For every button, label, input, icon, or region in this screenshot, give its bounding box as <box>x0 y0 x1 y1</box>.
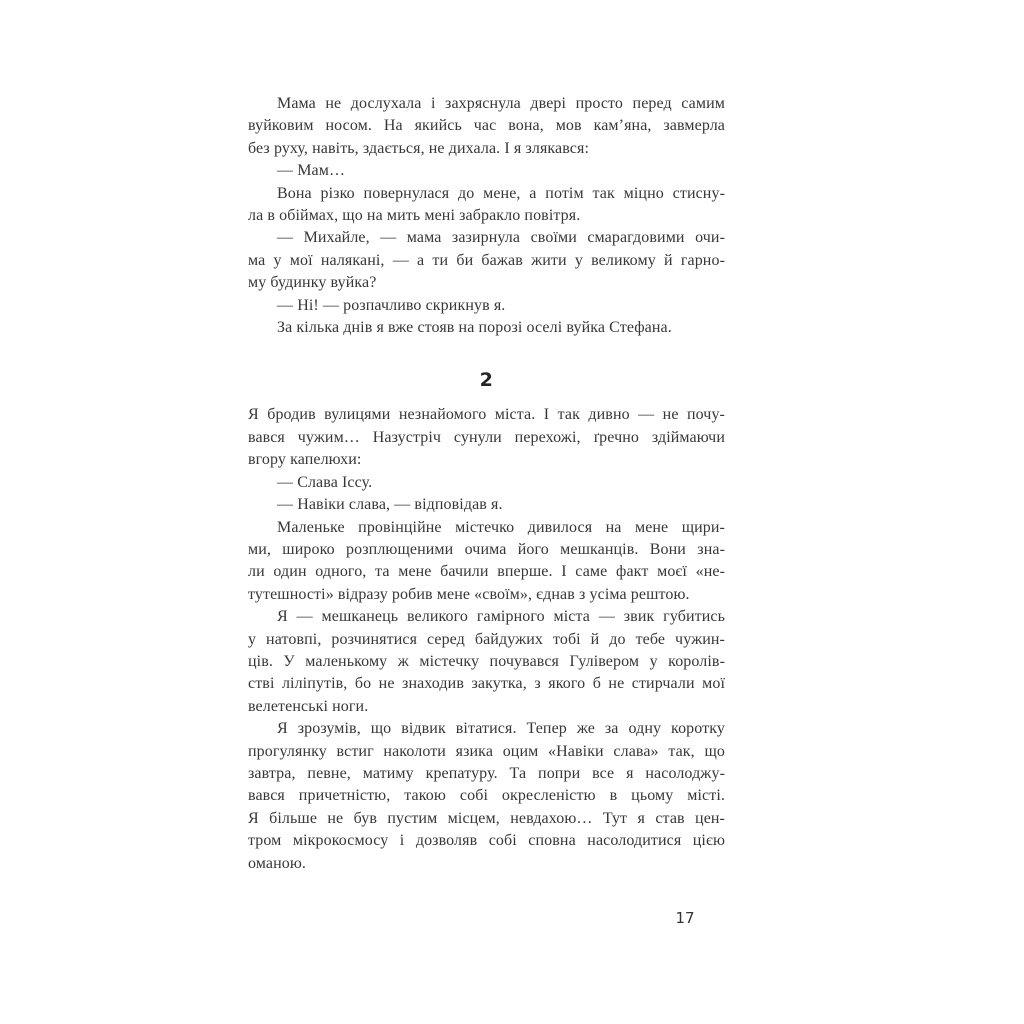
paragraph-block <box>248 183 725 228</box>
text-line: — Ні! — розпачливо скрикнув я. <box>277 296 506 314</box>
text-line: велетенські ноги. <box>248 697 369 715</box>
text-line: — Михайле, — мама зазирнула своїми смарагдовими очи- <box>277 229 725 247</box>
paragraph-block <box>248 517 725 607</box>
text-line: Я зрозумів, що відвик вітатися. Тепер же за одну коротку <box>277 720 725 738</box>
dialogue-block <box>248 227 725 294</box>
page-number: 17 <box>675 909 695 927</box>
dialogue-block <box>248 295 725 317</box>
text-line: оманою. <box>248 854 307 872</box>
dialogue-block <box>248 472 725 494</box>
page-text-column <box>248 93 725 875</box>
text-line: — Мам… <box>277 162 346 180</box>
text-line: вуйковим носом. На якийсь час вона, мов кам’яна, завмерла <box>248 117 725 135</box>
text-line: ла в обіймах, що на мить мені забракло повітря. <box>248 207 581 225</box>
text-line: у натовпі, розчинятися серед байдужих тобі й до тебе чужин- <box>248 630 725 648</box>
paragraph-block <box>248 317 725 339</box>
text-line: прогулянку встиг наколоти язика оцим «Навіки слава» так, що <box>248 742 725 760</box>
text-line: Маленьке провінційне містечко дивилося на мене щири- <box>277 518 725 536</box>
text-line: ма у мої налякані, — а ти би бажав жити у великому й гарно- <box>248 251 725 269</box>
dialogue-block <box>248 494 725 516</box>
text-line: му будинку вуйка? <box>248 274 377 292</box>
text-line: За кілька днів я вже стояв на порозі оселі вуйка Стефана. <box>277 319 672 337</box>
text-line: вався причетністю, такою собі окресленістю в цьому місті. <box>248 787 725 805</box>
text-line: Мама не дослухала і захряснула двері просто перед самим <box>277 95 725 112</box>
paragraph-block <box>248 606 725 718</box>
paragraph-block <box>248 404 725 471</box>
text-line: — Слава Іссу. <box>277 473 373 491</box>
text-line: — Навіки слава, — відповідав я. <box>277 496 503 514</box>
text-line: ми, широко розплющеними очима його мешканців. Вони зна- <box>248 540 725 558</box>
text-line: тром мікрокосмосу і дозволяв собі сповна насолодитися цією <box>248 832 725 850</box>
chapter-number-heading: 2 <box>479 369 494 392</box>
text-line: без руху, навіть, здається, не дихала. І я злякався: <box>248 139 590 157</box>
paragraph-block <box>248 718 725 875</box>
dialogue-block <box>248 160 725 182</box>
text-line: Вона різко повернулася до мене, а потім так міцно стисну- <box>277 184 725 202</box>
text-line: вгору капелюхи: <box>248 451 362 469</box>
text-line: ли один одного, та мене бачили вперше. І саме факт моєї «не- <box>248 563 725 581</box>
text-line: Я — мешканець великого гамірного міста — звик губитись <box>277 608 725 626</box>
text-line: завтра, певне, матиму крепатуру. Та попри все я насолоджу- <box>248 764 725 782</box>
text-line: стві ліліпутів, бо не знаходив закутка, з якого б не стирчали мої <box>248 675 725 693</box>
text-line: тутешності» відразу робив мене «своїм», єднав з усіма рештою. <box>248 585 690 603</box>
text-line: Я бродив вулицями незнайомого міста. І так дивно — не почу- <box>248 406 725 424</box>
text-line: вався чужим… Назустріч сунули перехожі, ґречно здіймаючи <box>248 428 725 446</box>
text-line: ців. У маленькому ж містечку почувався Гулівером у королів- <box>248 652 725 670</box>
text-line: Я більше не був пустим місцем, невдахою… Тут я став цен- <box>248 809 725 827</box>
paragraph-block <box>248 93 725 160</box>
